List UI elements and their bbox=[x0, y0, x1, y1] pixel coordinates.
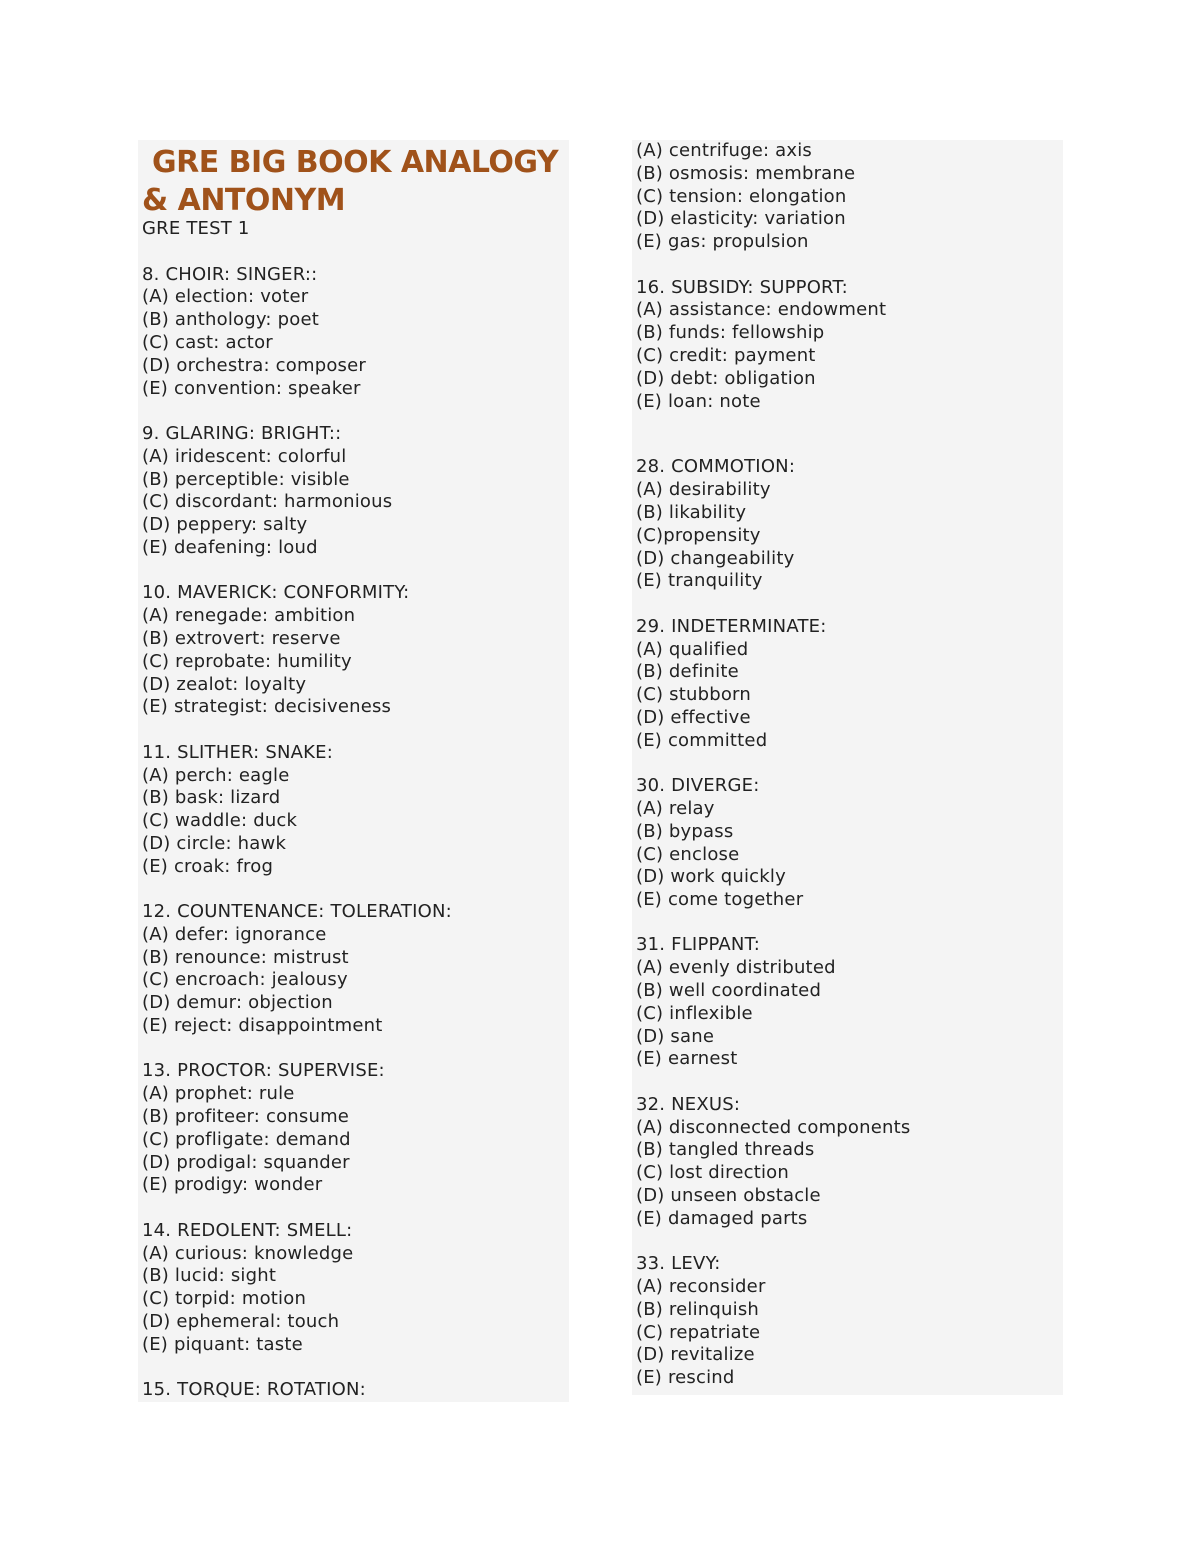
answer-option: (A) qualified bbox=[636, 638, 749, 660]
answer-option: (B) profiteer: consume bbox=[142, 1106, 350, 1128]
answer-option: (B) relinquish bbox=[636, 1298, 760, 1320]
answer-option: (A) curious: knowledge bbox=[142, 1242, 354, 1264]
question-block bbox=[142, 742, 569, 879]
question-block bbox=[142, 582, 569, 719]
answer-option: (E) convention: speaker bbox=[142, 377, 361, 399]
answer-option: (E) reject: disappointment bbox=[142, 1015, 383, 1037]
question-stem: 12. COUNTENANCE: TOLERATION: bbox=[142, 901, 452, 923]
answer-option: (C) discordant: harmonious bbox=[142, 491, 393, 513]
question-stem: 32. NEXUS: bbox=[636, 1093, 741, 1115]
answer-option: (C) credit: payment bbox=[636, 344, 816, 366]
answer-option: (E) loan: note bbox=[636, 390, 761, 412]
answer-option: (B) lucid: sight bbox=[142, 1265, 277, 1287]
question-stem: 29. INDETERMINATE: bbox=[636, 615, 827, 637]
answer-option: (B) definite bbox=[636, 661, 739, 683]
answer-option: (A) perch: eagle bbox=[142, 764, 290, 786]
test-label: GRE TEST 1 bbox=[142, 218, 250, 239]
answer-option: (E) gas: propulsion bbox=[636, 231, 809, 253]
answer-option: (A) relay bbox=[636, 797, 715, 819]
answer-option: (C) reprobate: humility bbox=[142, 650, 352, 672]
question-block bbox=[636, 456, 1063, 593]
answer-option: (B) perceptible: visible bbox=[142, 468, 350, 490]
answer-option: (C)propensity bbox=[636, 524, 761, 546]
answer-option: (E) strategist: decisiveness bbox=[142, 696, 392, 718]
answer-option: (D) revitalize bbox=[636, 1344, 755, 1366]
left-question-list bbox=[142, 264, 569, 1380]
question-16-options bbox=[636, 299, 1063, 413]
answer-option: (D) elasticity: variation bbox=[636, 208, 846, 230]
answer-option: (B) anthology: poet bbox=[142, 309, 319, 331]
answer-option: (D) zealot: loyalty bbox=[142, 673, 307, 695]
answer-option: (D) prodigal: squander bbox=[142, 1151, 350, 1173]
answer-option: (C) profligate: demand bbox=[142, 1128, 351, 1150]
answer-option: (B) renounce: mistrust bbox=[142, 946, 349, 968]
question-block bbox=[636, 616, 1063, 753]
question-stem: 33. LEVY: bbox=[636, 1253, 721, 1275]
answer-option: (C) enclose bbox=[636, 843, 740, 865]
answer-option: (A) election: voter bbox=[142, 286, 309, 308]
question-stem: 8. CHOIR: SINGER:: bbox=[142, 263, 318, 285]
question-block bbox=[636, 934, 1063, 1071]
question-stem: 15. TORQUE: ROTATION: bbox=[142, 1379, 366, 1401]
answer-option: (C) waddle: duck bbox=[142, 810, 298, 832]
answer-option: (C) inflexible bbox=[636, 1002, 753, 1024]
document-title-continued bbox=[142, 182, 569, 220]
question-15-options bbox=[636, 140, 1063, 254]
answer-option: (B) likability bbox=[636, 501, 747, 523]
question-stem: 31. FLIPPANT: bbox=[636, 934, 761, 956]
answer-option: (C) encroach: jealousy bbox=[142, 969, 348, 991]
answer-option: (D) ephemeral: touch bbox=[142, 1311, 340, 1333]
answer-option: (C) tension: elongation bbox=[636, 185, 847, 207]
question-block bbox=[142, 901, 569, 1038]
answer-option: (D) unseen obstacle bbox=[636, 1185, 821, 1207]
question-block bbox=[142, 264, 569, 401]
answer-option: (D) effective bbox=[636, 706, 751, 728]
answer-option: (B) bypass bbox=[636, 820, 734, 842]
answer-option: (A) assistance: endowment bbox=[636, 299, 887, 321]
answer-option: (B) funds: fellowship bbox=[636, 322, 825, 344]
answer-option: (C) cast: actor bbox=[142, 331, 273, 353]
answer-option: (E) damaged parts bbox=[636, 1207, 808, 1229]
answer-option: (A) iridescent: colorful bbox=[142, 445, 347, 467]
question-block bbox=[142, 1060, 569, 1197]
title-line-1: GRE BIG BOOK ANALOGY bbox=[152, 145, 559, 180]
answer-option: (A) disconnected components bbox=[636, 1116, 911, 1138]
answer-option: (B) bask: lizard bbox=[142, 787, 281, 809]
question-stem: 10. MAVERICK: CONFORMITY: bbox=[142, 582, 410, 604]
question-stem: 11. SLITHER: SNAKE: bbox=[142, 741, 333, 763]
answer-option: (A) renegade: ambition bbox=[142, 605, 356, 627]
answer-option: (C) stubborn bbox=[636, 684, 751, 706]
answer-option: (E) tranquility bbox=[636, 570, 763, 592]
answer-option: (E) rescind bbox=[636, 1367, 735, 1389]
question-stem: 13. PROCTOR: SUPERVISE: bbox=[142, 1060, 385, 1082]
answer-option: (A) defer: ignorance bbox=[142, 923, 327, 945]
answer-option: (E) earnest bbox=[636, 1048, 738, 1070]
right-question-list bbox=[636, 456, 1063, 1412]
answer-option: (E) piquant: taste bbox=[142, 1333, 303, 1355]
answer-option: (C) lost direction bbox=[636, 1162, 789, 1184]
question-stem: 14. REDOLENT: SMELL: bbox=[142, 1219, 353, 1241]
answer-option: (D) peppery: salty bbox=[142, 514, 308, 536]
question-block bbox=[142, 1220, 569, 1357]
answer-option: (B) osmosis: membrane bbox=[636, 162, 856, 184]
answer-option: (E) deafening: loud bbox=[142, 536, 318, 558]
question-block bbox=[636, 1253, 1063, 1390]
document-title bbox=[152, 144, 569, 182]
answer-option: (B) extrovert: reserve bbox=[142, 627, 341, 649]
question-block bbox=[636, 775, 1063, 912]
answer-option: (A) evenly distributed bbox=[636, 957, 836, 979]
left-column bbox=[138, 140, 569, 1402]
answer-option: (B) well coordinated bbox=[636, 980, 822, 1002]
answer-option: (E) come together bbox=[636, 889, 804, 911]
question-stem: 16. SUBSIDY: SUPPORT: bbox=[636, 276, 848, 298]
answer-option: (E) committed bbox=[636, 729, 768, 751]
answer-option: (B) tangled threads bbox=[636, 1139, 815, 1161]
answer-option: (A) reconsider bbox=[636, 1276, 766, 1298]
answer-option: (C) torpid: motion bbox=[142, 1288, 307, 1310]
answer-option: (D) work quickly bbox=[636, 866, 786, 888]
answer-option: (D) sane bbox=[636, 1025, 715, 1047]
question-stem: 9. GLARING: BRIGHT:: bbox=[142, 422, 342, 444]
question-stem: 30. DIVERGE: bbox=[636, 775, 760, 797]
question-block bbox=[636, 1094, 1063, 1231]
question-stem: 28. COMMOTION: bbox=[636, 456, 796, 478]
answer-option: (D) debt: obligation bbox=[636, 367, 816, 389]
answer-option: (E) prodigy: wonder bbox=[142, 1174, 323, 1196]
answer-option: (A) prophet: rule bbox=[142, 1083, 295, 1105]
title-line-2: & ANTONYM bbox=[142, 183, 346, 218]
answer-option: (D) circle: hawk bbox=[142, 832, 287, 854]
answer-option: (C) repatriate bbox=[636, 1321, 761, 1343]
answer-option: (A) centrifuge: axis bbox=[636, 140, 813, 161]
question-block bbox=[142, 423, 569, 560]
answer-option: (D) orchestra: composer bbox=[142, 354, 367, 376]
answer-option: (E) croak: frog bbox=[142, 855, 274, 877]
answer-option: (A) desirability bbox=[636, 479, 771, 501]
right-column bbox=[632, 140, 1063, 1395]
answer-option: (D) demur: objection bbox=[142, 992, 333, 1014]
answer-option: (D) changeability bbox=[636, 547, 795, 569]
